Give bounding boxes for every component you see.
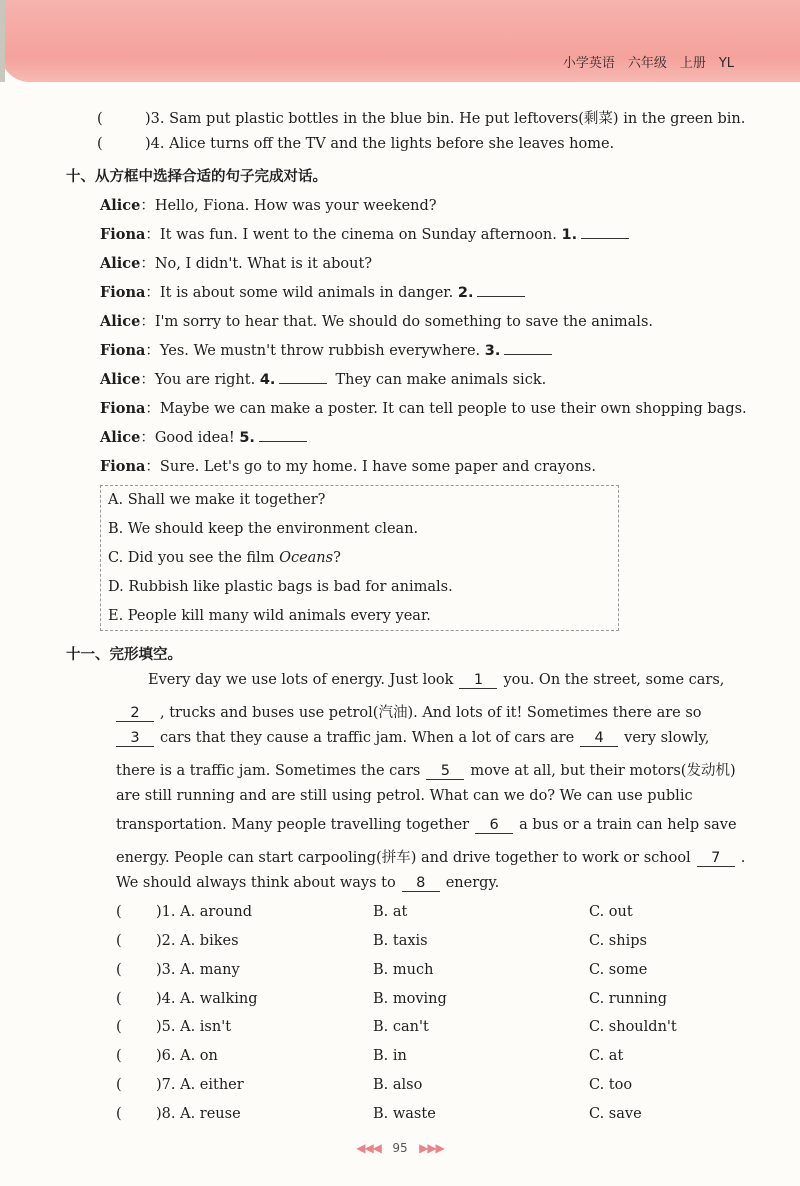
- cloze-blank[interactable]: 4: [580, 731, 618, 747]
- choice-row-3-a: ( )3. A. many: [116, 962, 240, 978]
- choice-row-8-b: B. waste: [373, 1106, 436, 1122]
- options-box: [100, 485, 619, 631]
- option-c: C. Did you see the film Oceans?: [108, 550, 341, 566]
- choice-row-6-b: B. in: [373, 1048, 407, 1064]
- cloze-blank[interactable]: 5: [426, 764, 464, 780]
- passage-line: energy. People can start carpooling(拼车) and drive together to work or school 7 .: [116, 850, 746, 866]
- cloze-blank[interactable]: 1: [459, 673, 497, 689]
- cloze-blank[interactable]: 6: [475, 818, 513, 834]
- choice-row-5-b: B. can't: [373, 1019, 429, 1035]
- option-e: E. People kill many wild animals every year.: [108, 608, 431, 624]
- choice-row-2-c: C. ships: [589, 933, 647, 949]
- next-arrows-icon: ▶▶▶: [419, 1141, 444, 1155]
- choice-row-4-c: C. running: [589, 991, 668, 1007]
- dialogue-line: Fiona：It was fun. I went to the cinema on Sunday afternoon. 1.: [100, 223, 629, 244]
- page-header: [0, 0, 800, 82]
- choice-row-1-b: B. at: [373, 904, 408, 920]
- passage-line: Every day we use lots of energy. Just look 1 you. On the street, some cars,: [148, 672, 725, 688]
- passage-line: We should always think about ways to 8 energy.: [116, 875, 500, 891]
- option-a: A. Shall we make it together?: [108, 492, 326, 508]
- answer-blank[interactable]: [279, 371, 327, 384]
- dialogue-line: Alice：You are right. 4. They can make animals sick.: [100, 371, 547, 388]
- section-10-title: 十、从方框中选择合适的句子完成对话。: [66, 169, 327, 185]
- dialogue-line: Alice：I'm sorry to hear that. We should do something to save the animals.: [100, 313, 653, 330]
- option-b: B. We should keep the environment clean.: [108, 521, 419, 537]
- dialogue-line: Alice：No, I didn't. What is it about?: [100, 255, 373, 272]
- answer-blank[interactable]: [581, 226, 629, 239]
- choice-row-1-c: C. out: [589, 904, 633, 920]
- passage-line: 3 cars that they cause a traffic jam. When a lot of cars are 4 very slowly,: [116, 730, 709, 747]
- dialogue-line: Alice：Good idea! 5.: [100, 426, 307, 447]
- passage-line: transportation. Many people travelling together 6 a bus or a train can help save: [116, 817, 737, 833]
- passage-line: are still running and are still using petrol. What can we do? We can use public: [116, 788, 693, 804]
- choice-row-2-b: B. taxis: [373, 933, 428, 949]
- cloze-blank[interactable]: 3: [116, 731, 154, 747]
- choice-row-7-b: B. also: [373, 1077, 423, 1093]
- question-item: ( )3. Sam put plastic bottles in the blue bin. He put leftovers(剩菜) in the green bin.: [97, 111, 746, 127]
- dialogue-line: Fiona：Maybe we can make a poster. It can tell people to use their own shopping bags.: [100, 400, 747, 417]
- prev-arrows-icon: ◀◀◀: [356, 1141, 381, 1155]
- choice-row-8-a: ( )8. A. reuse: [116, 1106, 241, 1122]
- question-item: ( )4. Alice turns off the TV and the lights before she leaves home.: [97, 136, 615, 152]
- cloze-blank[interactable]: 2: [116, 706, 154, 722]
- answer-blank[interactable]: [259, 429, 307, 442]
- answer-blank[interactable]: [477, 284, 525, 297]
- dialogue-line: Fiona：Sure. Let's go to my home. I have some paper and crayons.: [100, 458, 596, 475]
- dialogue-line: Fiona：It is about some wild animals in danger. 2.: [100, 281, 525, 302]
- passage-line: 2 , trucks and buses use petrol(汽油). And lots of it! Sometimes there are so: [116, 701, 702, 722]
- passage-line: there is a traffic jam. Sometimes the cars 5 move at all, but their motors(发动机): [116, 763, 736, 779]
- choice-row-6-c: C. at: [589, 1048, 624, 1064]
- choice-row-4-b: B. moving: [373, 991, 447, 1007]
- choice-row-2-a: ( )2. A. bikes: [116, 933, 239, 949]
- choice-row-8-c: C. save: [589, 1106, 642, 1122]
- page-number: 95: [392, 1141, 408, 1155]
- option-d: D. Rubbish like plastic bags is bad for animals.: [108, 579, 453, 595]
- section-11-title: 十一、完形填空。: [66, 647, 182, 663]
- choice-row-5-c: C. shouldn't: [589, 1019, 677, 1035]
- choice-row-7-a: ( )7. A. either: [116, 1077, 244, 1093]
- choice-row-1-a: ( )1. A. around: [116, 904, 253, 920]
- choice-row-5-a: ( )5. A. isn't: [116, 1019, 232, 1035]
- answer-blank[interactable]: [504, 342, 552, 355]
- choice-row-7-c: C. too: [589, 1077, 633, 1093]
- page-footer: [0, 1141, 800, 1155]
- choice-row-6-a: ( )6. A. on: [116, 1048, 218, 1064]
- choice-row-3-c: C. some: [589, 962, 648, 978]
- dialogue-line: Fiona：Yes. We mustn't throw rubbish everywhere. 3.: [100, 339, 552, 360]
- book-title: 小学英语 六年级 上册 YL: [562, 56, 734, 71]
- dialogue-line: Alice：Hello, Fiona. How was your weekend?: [100, 197, 437, 214]
- choice-row-3-b: B. much: [373, 962, 434, 978]
- cloze-blank[interactable]: 8: [402, 876, 440, 892]
- cloze-blank[interactable]: 7: [697, 851, 735, 867]
- choice-row-4-a: ( )4. A. walking: [116, 991, 258, 1007]
